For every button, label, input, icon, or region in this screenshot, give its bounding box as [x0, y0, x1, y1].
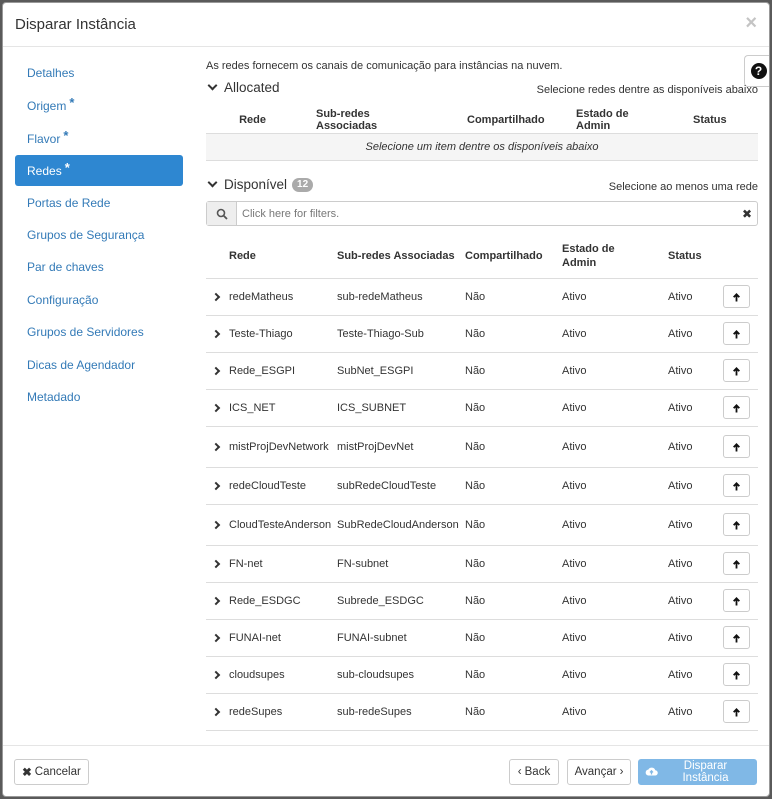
available-col-compartilhado[interactable]: Compartilhado [464, 235, 561, 278]
allocate-button[interactable] [723, 322, 750, 345]
sidebar-item-redes[interactable] [15, 155, 183, 186]
allocate-button[interactable] [723, 626, 750, 649]
chevron-down-icon [208, 81, 218, 91]
arrow-up-icon [732, 707, 741, 717]
cancel-button[interactable] [14, 759, 89, 785]
sidebar-item-label: Flavor [27, 131, 61, 146]
allocated-hint: Selecione redes dentre as disponíveis abaixo [536, 84, 758, 96]
arrow-up-icon [732, 559, 741, 569]
cell-subredes: subRedeCloudTeste [336, 467, 464, 504]
cell-subredes: FUNAI-subnet [336, 619, 464, 656]
cell-compartilhado: Não [464, 389, 561, 426]
cell-compartilhado: Não [464, 352, 561, 389]
sidebar-item-label: Portas de Rede [27, 195, 111, 210]
table-row [206, 656, 758, 693]
allocate-button[interactable] [723, 589, 750, 612]
cell-compartilhado: Não [464, 315, 561, 352]
close-icon[interactable]: × [745, 12, 757, 34]
cell-admin: Ativo [561, 545, 667, 582]
arrow-up-icon [732, 442, 741, 452]
action-cell [722, 278, 758, 315]
sidebar-item-metadado[interactable] [15, 382, 183, 413]
arrow-up-icon [732, 596, 741, 606]
cell-rede: Rede_ESGPI [228, 352, 336, 389]
allocate-button[interactable] [723, 474, 750, 497]
allocate-button[interactable] [723, 359, 750, 382]
table-row [206, 352, 758, 389]
cell-subredes: mistProjDevNet [336, 426, 464, 467]
table-row [206, 504, 758, 545]
expand-cell [206, 619, 228, 656]
cell-compartilhado: Não [464, 656, 561, 693]
expand-cell [206, 582, 228, 619]
available-title: Disponível [224, 177, 288, 192]
sidebar-item-grupos-de-seguran-a[interactable] [15, 220, 183, 251]
cell-admin: Ativo [561, 352, 667, 389]
cell-admin: Ativo [561, 504, 667, 545]
cell-admin: Ativo [561, 693, 667, 730]
chevron-right-icon[interactable] [212, 481, 220, 489]
action-cell [722, 693, 758, 730]
sidebar-item-dicas-de-agendador[interactable] [15, 350, 183, 381]
action-cell [722, 426, 758, 467]
cell-rede: redeCloudTeste [228, 467, 336, 504]
expand-cell [206, 656, 228, 693]
sidebar-item-label: Redes [27, 164, 62, 179]
filter-input[interactable] [237, 202, 737, 225]
allocated-toggle[interactable] [206, 80, 280, 95]
action-cell [722, 656, 758, 693]
sidebar-item-par-de-chaves[interactable] [15, 252, 183, 283]
allocated-col-status[interactable]: Status [693, 114, 727, 126]
table-row [206, 426, 758, 467]
table-row [206, 693, 758, 730]
sidebar-item-label: Grupos de Segurança [27, 227, 145, 242]
cell-status: Ativo [667, 619, 722, 656]
sidebar-item-flavor[interactable] [15, 123, 183, 154]
allocated-header [206, 78, 758, 100]
action-cell [722, 315, 758, 352]
action-cell [722, 582, 758, 619]
cell-status: Ativo [667, 278, 722, 315]
cell-subredes: sub-redeMatheus [336, 278, 464, 315]
step-description: As redes fornecem os canais de comunicação para instâncias na nuvem. [206, 60, 563, 72]
expand-cell [206, 278, 228, 315]
chevron-right-icon: › [619, 766, 624, 778]
cell-admin: Ativo [561, 426, 667, 467]
dialog-title: Disparar Instância [15, 16, 136, 33]
cell-subredes: sub-cloudsupes [336, 656, 464, 693]
chevron-right-icon[interactable] [212, 596, 220, 604]
expand-col-header [206, 235, 228, 278]
cell-compartilhado: Não [464, 545, 561, 582]
allocate-button[interactable] [723, 396, 750, 419]
allocated-col-admin[interactable]: Estado de Admin [576, 108, 629, 132]
sidebar-item-label: Dicas de Agendador [27, 357, 136, 372]
expand-cell [206, 352, 228, 389]
action-cell [722, 545, 758, 582]
available-toggle[interactable] [206, 177, 313, 192]
table-row [206, 545, 758, 582]
arrow-up-icon [732, 329, 741, 339]
chevron-right-icon[interactable] [212, 329, 220, 337]
cell-admin: Ativo [561, 315, 667, 352]
available-col-rede[interactable]: Rede [228, 235, 336, 278]
expand-cell [206, 467, 228, 504]
clear-filter-icon[interactable]: ✖ [741, 206, 753, 221]
arrow-up-icon [732, 292, 741, 302]
sidebar-item-origem[interactable] [15, 90, 183, 121]
cell-rede: redeSupes [228, 693, 336, 730]
filter-bar [206, 201, 758, 226]
cell-rede: FN-net [228, 545, 336, 582]
cell-rede: redeMatheus [228, 278, 336, 315]
dialog-header [3, 3, 769, 47]
allocated-col-compartilhado[interactable]: Compartilhado [467, 114, 545, 126]
cell-status: Ativo [667, 389, 722, 426]
back-button[interactable] [509, 759, 559, 785]
cell-compartilhado: Não [464, 504, 561, 545]
cell-subredes: ICS_SUBNET [336, 389, 464, 426]
sidebar-item-label: Detalhes [27, 66, 75, 80]
available-rows [206, 278, 758, 730]
cell-status: Ativo [667, 693, 722, 730]
launch-instance-dialog [2, 2, 770, 797]
chevron-right-icon[interactable] [212, 520, 220, 528]
available-col-subredes[interactable]: Sub-redes Associadas [336, 235, 464, 278]
required-marker: * [69, 95, 75, 111]
chevron-left-icon: ‹ [517, 766, 522, 778]
cell-rede: mistProjDevNetwork [228, 426, 336, 467]
cancel-label: Cancelar [34, 766, 81, 778]
chevron-right-icon[interactable] [212, 559, 220, 567]
expand-cell [206, 504, 228, 545]
allocated-table [206, 104, 758, 161]
cell-subredes: FN-subnet [336, 545, 464, 582]
sidebar-item-portas-de-rede[interactable] [15, 188, 183, 219]
available-hint: Selecione ao menos uma rede [608, 181, 758, 193]
table-row [206, 582, 758, 619]
chevron-right-icon[interactable] [212, 707, 220, 715]
chevron-right-icon[interactable] [212, 670, 220, 678]
cell-admin: Ativo [561, 278, 667, 315]
action-cell [722, 467, 758, 504]
wizard-nav [15, 58, 183, 414]
available-table [206, 235, 758, 731]
expand-cell [206, 389, 228, 426]
cell-status: Ativo [667, 467, 722, 504]
expand-cell [206, 545, 228, 582]
table-row [206, 315, 758, 352]
cell-admin: Ativo [561, 619, 667, 656]
sidebar-item-label: Configuração [27, 292, 99, 307]
chevron-right-icon[interactable] [212, 366, 220, 374]
allocated-col-subredes[interactable]: Sub-redes Associadas [316, 108, 378, 132]
chevron-right-icon[interactable] [212, 403, 220, 411]
cell-admin: Ativo [561, 582, 667, 619]
allocate-button[interactable] [723, 700, 750, 723]
table-row [206, 619, 758, 656]
cell-rede: Teste-Thiago [228, 315, 336, 352]
expand-cell [206, 315, 228, 352]
expand-cell [206, 693, 228, 730]
cell-status: Ativo [667, 504, 722, 545]
cell-rede: ICS_NET [228, 389, 336, 426]
sidebar-item-detalhes[interactable] [15, 58, 183, 89]
cell-compartilhado: Não [464, 693, 561, 730]
available-col-admin[interactable] [561, 235, 667, 278]
sidebar-item-configura-o[interactable] [15, 285, 183, 316]
cell-subredes: Subrede_ESDGC [336, 582, 464, 619]
table-row [206, 467, 758, 504]
times-icon: ✖ [22, 767, 32, 779]
action-cell [722, 504, 758, 545]
required-marker: * [64, 160, 70, 176]
action-col-header [722, 235, 758, 278]
dialog-footer [3, 745, 770, 797]
cell-compartilhado: Não [464, 467, 561, 504]
allocate-button[interactable] [723, 285, 750, 308]
cell-status: Ativo [667, 426, 722, 467]
available-count-badge: 12 [292, 178, 313, 192]
arrow-up-icon [732, 481, 741, 491]
search-icon [207, 202, 237, 225]
admin-header-line1: Estado de [562, 243, 615, 256]
sidebar-item-label: Origem [27, 99, 67, 114]
chevron-down-icon [208, 178, 218, 188]
allocate-button[interactable] [723, 435, 750, 458]
chevron-right-icon[interactable] [212, 633, 220, 641]
cell-rede: FUNAI-net [228, 619, 336, 656]
cell-rede: CloudTesteAnderson [228, 504, 336, 545]
cell-compartilhado: Não [464, 619, 561, 656]
sidebar-item-label: Grupos de Servidores [27, 325, 144, 340]
admin-header-line2: Admin [562, 257, 597, 270]
allocated-title: Allocated [224, 80, 280, 95]
cell-compartilhado: Não [464, 582, 561, 619]
arrow-up-icon [732, 366, 741, 376]
next-label: Avançar [574, 766, 617, 778]
cell-admin: Ativo [561, 389, 667, 426]
allocate-button[interactable] [723, 663, 750, 686]
arrow-up-icon [732, 520, 741, 530]
sidebar-item-label: Metadado [27, 389, 81, 404]
cell-subredes: SubNet_ESGPI [336, 352, 464, 389]
available-col-status[interactable]: Status [667, 235, 722, 278]
cell-status: Ativo [667, 352, 722, 389]
sidebar-item-label: Par de chaves [27, 260, 104, 275]
table-row [206, 389, 758, 426]
required-marker: * [63, 127, 69, 143]
action-cell [722, 352, 758, 389]
available-header [206, 175, 758, 197]
cell-admin: Ativo [561, 467, 667, 504]
cell-subredes: sub-redeSupes [336, 693, 464, 730]
allocated-col-rede[interactable]: Rede [239, 114, 266, 126]
cell-status: Ativo [667, 656, 722, 693]
chevron-right-icon[interactable] [212, 292, 220, 300]
cell-subredes: SubRedeCloudAnderson [336, 504, 464, 545]
back-label: Back [524, 766, 551, 778]
cell-compartilhado: Não [464, 426, 561, 467]
action-cell [722, 389, 758, 426]
table-row [206, 278, 758, 315]
cell-compartilhado: Não [464, 278, 561, 315]
chevron-right-icon[interactable] [212, 442, 220, 450]
networks-step [206, 58, 758, 731]
launch-instance-button[interactable] [638, 759, 757, 785]
allocate-button[interactable] [723, 513, 750, 536]
cell-rede: cloudsupes [228, 656, 336, 693]
allocated-empty-message: Selecione um item dentre os disponíveis abaixo [206, 134, 758, 161]
expand-cell [206, 426, 228, 467]
cell-admin: Ativo [561, 656, 667, 693]
cell-status: Ativo [667, 545, 722, 582]
arrow-up-icon [732, 633, 741, 643]
arrow-up-icon [732, 403, 741, 413]
allocate-button[interactable] [723, 552, 750, 575]
help-icon: ? [751, 63, 767, 79]
launch-label: Disparar Instância [682, 760, 729, 784]
next-button[interactable] [567, 759, 631, 785]
cell-rede: Rede_ESDGC [228, 582, 336, 619]
cell-status: Ativo [667, 315, 722, 352]
cell-subredes: Teste-Thiago-Sub [336, 315, 464, 352]
arrow-up-icon [732, 670, 741, 680]
cloud-upload-icon [645, 766, 658, 779]
sidebar-item-grupos-de-servidores[interactable] [15, 317, 183, 348]
action-cell [722, 619, 758, 656]
cell-status: Ativo [667, 582, 722, 619]
